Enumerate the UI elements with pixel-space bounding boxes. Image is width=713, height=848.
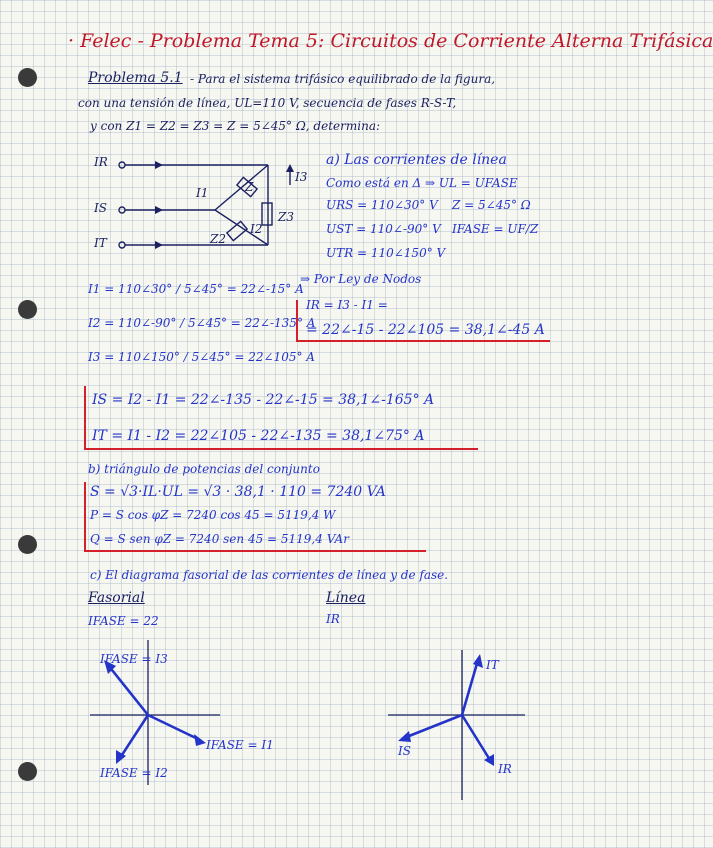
phasor-right-top-label: IT (486, 658, 499, 672)
label-it-circuit: IT (94, 236, 107, 250)
linea-sub: IR (326, 612, 340, 626)
part-a-title: a) Las corrientes de línea (326, 152, 507, 168)
line-currents-box (84, 386, 478, 450)
label-i2-circuit: I2 (250, 222, 263, 236)
label-is-circuit: IS (94, 201, 107, 215)
phasor-left-right-label: IFASE = I1 (206, 738, 274, 752)
label-ir-circuit: IR (94, 155, 108, 169)
phase-current-i1: I1 = 110∠30° / 5∠45° = 22∠-15° A (88, 282, 304, 296)
page-title: · Felec - Problema Tema 5: Circuitos de Corriente Alterna Trifásica (68, 30, 713, 52)
phasor-left-bottom-label: IFASE = I2 (100, 766, 168, 780)
voltage-ust: UST = 110∠-90° V (326, 222, 441, 236)
problem-line-2: con una tensión de línea, UL=110 V, secuencia de fases R-S-T, (78, 96, 457, 110)
label-z-circuit: Z (245, 180, 254, 194)
fasorial-heading: Fasorial (88, 590, 145, 606)
problem-line-3: y con Z1 = Z2 = Z3 = Z = 5∠45° Ω, determina: (90, 119, 381, 133)
part-a-note: Como está en Δ ⇒ UL = UFASE (326, 176, 518, 190)
linea-heading: Línea (326, 590, 366, 606)
phase-current-i2: I2 = 110∠-90° / 5∠45° = 22∠-135° A (88, 316, 316, 330)
line-current-is: IS = I2 - I1 = 22∠-135 - 22∠-15 = 38,1∠-165° A (92, 392, 435, 408)
power-box (84, 482, 426, 552)
impedance-z: Z = 5∠45° Ω (452, 198, 531, 212)
phasor-left-top-label: IFASE = I3 (100, 652, 168, 666)
kirchhoff-title: ⇒ Por Ley de Nodos (300, 272, 422, 286)
part-b-title: b) triángulo de potencias del conjunto (88, 462, 320, 476)
apparent-power: S = √3·IL·UL = √3 · 38,1 · 110 = 7240 VA (90, 484, 386, 500)
phasor-right-left-label: IS (398, 744, 411, 758)
label-z2-circuit: Z2 (210, 232, 226, 246)
ifase-value: IFASE = 22 (88, 614, 159, 628)
part-c-title: c) El diagrama fasorial de las corrientes de línea y de fase. (90, 568, 449, 582)
voltage-urs: URS = 110∠30° V (326, 198, 438, 212)
phase-current-i3: I3 = 110∠150° / 5∠45° = 22∠105° A (88, 350, 315, 364)
label-i3-circuit: I3 (295, 170, 308, 184)
line-current-it: IT = I1 - I2 = 22∠105 - 22∠-135 = 38,1∠75° A (92, 428, 425, 444)
voltage-utr: UTR = 110∠150° V (326, 246, 446, 260)
problem-line-1: - Para el sistema trifásico equilibrado de la figura, (190, 72, 496, 86)
label-z3-circuit: Z3 (278, 210, 294, 224)
active-power: P = S cos φZ = 7240 cos 45 = 5119,4 W (90, 508, 336, 522)
kirchhoff-ir-2: = 22∠-15 - 22∠105 = 38,1∠-45 A (306, 322, 545, 338)
reactive-power: Q = S sen φZ = 7240 sen 45 = 5119,4 VAr (90, 532, 349, 546)
phasor-right-right-label: IR (498, 762, 512, 776)
problem-heading: Problema 5.1 (88, 70, 183, 86)
ir-result-box (296, 300, 550, 342)
ifase-formula: IFASE = UF/Z (452, 222, 539, 236)
kirchhoff-ir-1: IR = I3 - I1 = (306, 298, 388, 312)
label-i1-circuit: I1 (196, 186, 209, 200)
